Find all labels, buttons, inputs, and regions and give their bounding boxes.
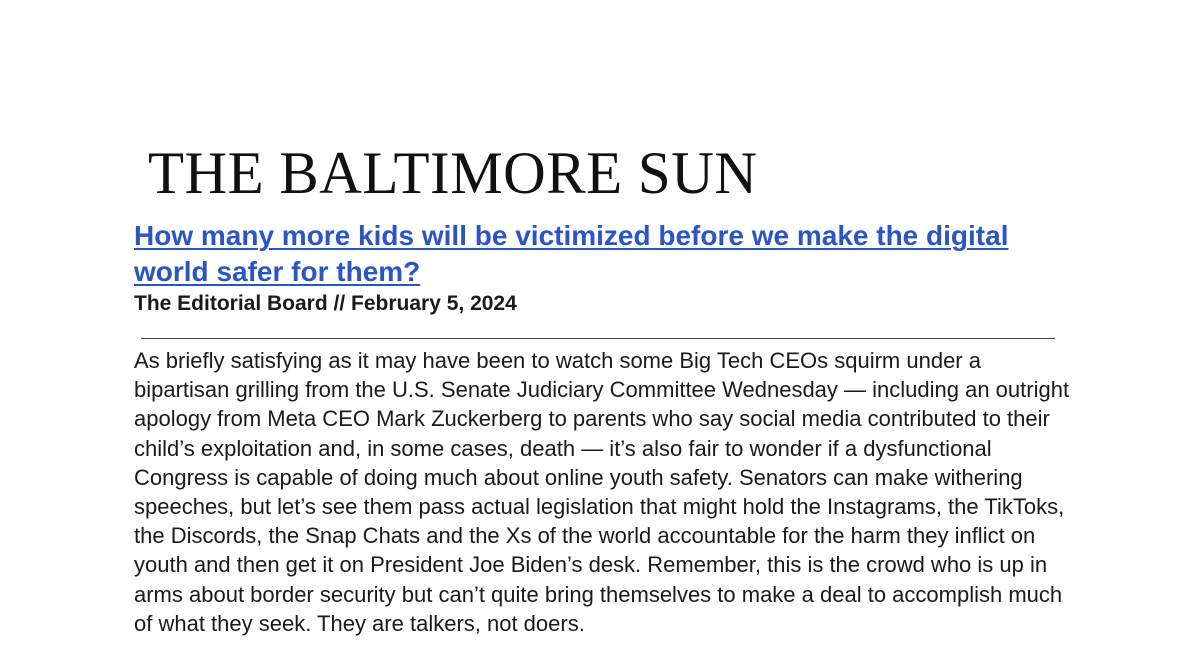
divider — [141, 338, 1055, 339]
byline: The Editorial Board // February 5, 2024 — [134, 292, 517, 315]
masthead-logo: THE BALTIMORE SUN — [148, 138, 758, 207]
headline-link[interactable]: How many more kids will be victimized before we make the digital world safer for them? — [134, 220, 1009, 287]
article-headline — [134, 218, 1074, 290]
article-body: As briefly satisfying as it may have been to watch some Big Tech CEOs squirm under a bipartisan grilling from the U.S. Senate Judiciary Committee Wednesday — including an outright apology from Meta CEO Mark Zuckerberg to parents who say social media contributed to their child’s exploitation and, in some cases, death — it’s also fair to wonder if a dysfunctional Congress is capable of doing much about online youth safety. Senators can make withering speeches, but let’s see them pass actual legislation that might hold the Instagrams, the TikToks, the Discords, the Snap Chats and the Xs of the world accountable for the harm they inflict on youth and then get it on President Joe Biden’s desk. Remember, this is the crowd who is up in arms about border security but can’t quite bring themselves to make a deal to accomplish much of what they seek. They are talkers, not doers. — [134, 348, 1070, 636]
